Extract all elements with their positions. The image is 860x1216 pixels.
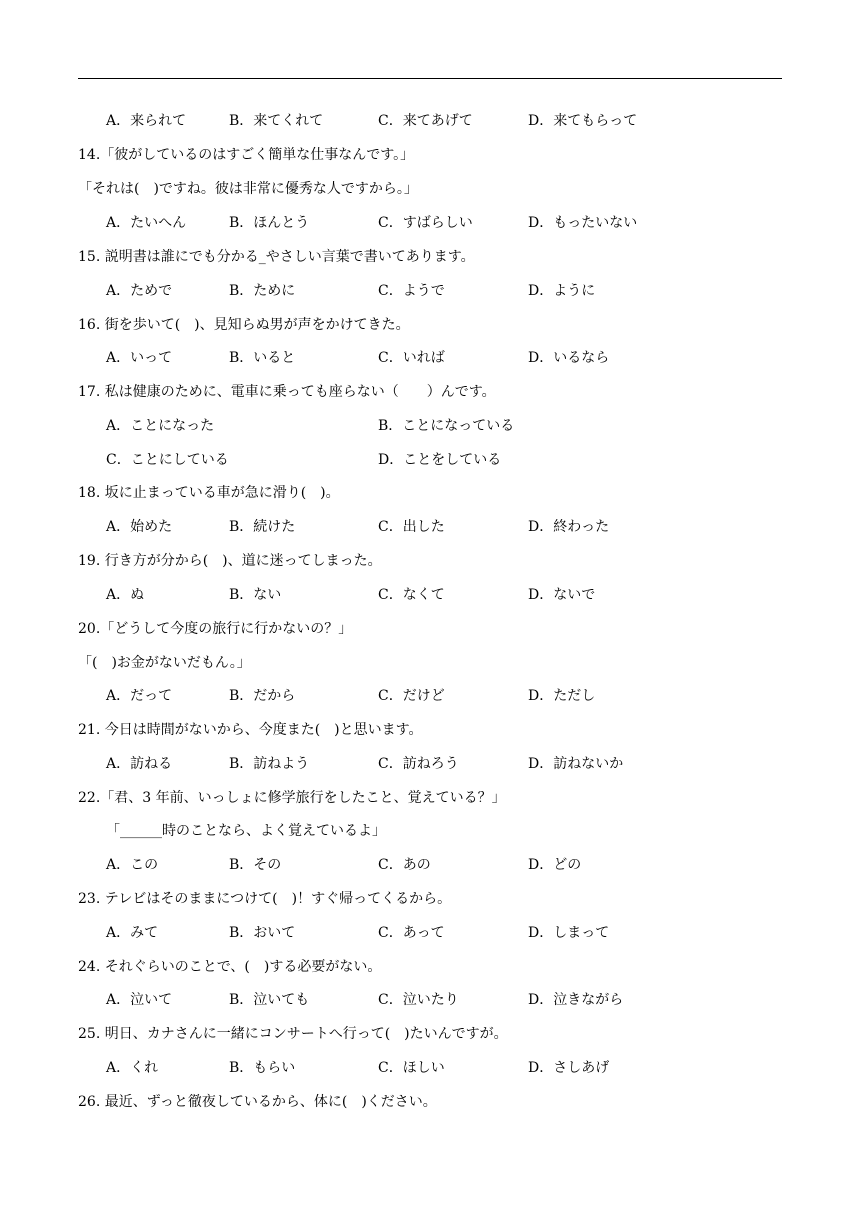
q15-option-d[interactable]: D．ように (528, 283, 596, 299)
q19-option-b[interactable]: B．ない (229, 587, 282, 603)
q17-option-c[interactable]: C．ことにしている (106, 452, 229, 468)
question-21: 21. 今日は時間がないから、今度また( )と思います。 (78, 722, 423, 738)
q23-option-b[interactable]: B．おいて (229, 925, 296, 941)
q19-option-d[interactable]: D．ないで (528, 587, 596, 603)
q21-option-a[interactable]: A．訪ねる (106, 756, 173, 772)
q21-option-c[interactable]: C．訪ねろう (378, 756, 459, 772)
q24-option-a[interactable]: A．泣いて (106, 992, 173, 1008)
q25-option-c[interactable]: C．ほしい (378, 1060, 445, 1076)
q21-option-d[interactable]: D．訪ねないか (528, 756, 624, 772)
q18-option-c[interactable]: C．出した (378, 519, 445, 535)
q15-option-a[interactable]: A．ためで (106, 283, 173, 299)
q17-option-d[interactable]: D．ことをしている (378, 452, 502, 468)
q13-option-b[interactable]: B．来てくれて (229, 113, 324, 129)
q18-option-d[interactable]: D．終わった (528, 519, 610, 535)
question-20: 20.「どうして今度の旅行に行かないの？」 (78, 621, 353, 637)
q23-option-d[interactable]: D．しまって (528, 925, 610, 941)
q13-option-d[interactable]: D．来てもらって (528, 113, 638, 129)
question-23: 23. テレビはそのままにつけて( )！すぐ帰ってくるから。 (78, 891, 452, 907)
q16-option-d[interactable]: D．いるなら (528, 350, 610, 366)
q14-option-a[interactable]: A．たいへん (106, 215, 187, 231)
q17-option-a[interactable]: A．ことになった (106, 418, 215, 434)
question-16: 16. 街を歩いて( )、見知らぬ男が声をかけてきた。 (78, 317, 410, 333)
q13-option-a[interactable]: A．来られて (106, 113, 187, 129)
q20-option-d[interactable]: D．ただし (528, 688, 596, 704)
q25-option-b[interactable]: B．もらい (229, 1060, 296, 1076)
q16-option-c[interactable]: C．いれば (378, 350, 445, 366)
q22-option-c[interactable]: C．あの (378, 857, 431, 873)
header-rule (78, 78, 782, 79)
question-19: 19. 行き方が分から( )、道に迷ってしまった。 (78, 553, 382, 569)
q20-option-a[interactable]: A．だって (106, 688, 173, 704)
q20-option-b[interactable]: B．だから (229, 688, 296, 704)
question-17: 17. 私は健康のために、電車に乗っても座らない（ ）んです。 (78, 384, 496, 400)
q17-option-b[interactable]: B．ことになっている (378, 418, 515, 434)
q13-option-c[interactable]: C．来てあげて (378, 113, 473, 129)
q24-option-b[interactable]: B．泣いても (229, 992, 310, 1008)
q14-option-c[interactable]: C．すばらしい (378, 215, 473, 231)
question-26: 26. 最近、ずっと徹夜しているから、体に( )ください。 (78, 1094, 437, 1110)
q22-option-a[interactable]: A．この (106, 857, 159, 873)
question-14-reply: 「それは( )ですね。彼は非常に優秀な人ですから。」 (78, 181, 418, 197)
question-15: 15. 説明書は誰にでも分かる_やさしい言葉で書いてあります。 (78, 249, 475, 265)
question-22: 22.「君、3 年前、いっしょに修学旅行をしたこと、覚えている？」 (78, 790, 506, 806)
q16-option-b[interactable]: B．いると (229, 350, 296, 366)
q14-option-d[interactable]: D．もったいない (528, 215, 638, 231)
q15-option-c[interactable]: C．ようで (378, 283, 445, 299)
question-22-reply: 「______時のことなら、よく覚えているよ」 (106, 823, 386, 839)
q21-option-b[interactable]: B．訪ねよう (229, 756, 310, 772)
q24-option-d[interactable]: D．泣きながら (528, 992, 624, 1008)
q19-option-a[interactable]: A．ぬ (106, 587, 145, 603)
question-18: 18. 坂に止まっている車が急に滑り( )。 (78, 485, 340, 501)
q18-option-b[interactable]: B．続けた (229, 519, 296, 535)
q15-option-b[interactable]: B．ために (229, 283, 296, 299)
q22-option-b[interactable]: B．その (229, 857, 282, 873)
q23-option-c[interactable]: C．あって (378, 925, 445, 941)
q20-option-c[interactable]: C．だけど (378, 688, 445, 704)
question-25: 25. 明日、カナさんに一緒にコンサートへ行って( )たいんですが。 (78, 1026, 508, 1042)
q24-option-c[interactable]: C．泣いたり (378, 992, 459, 1008)
q19-option-c[interactable]: C．なくて (378, 587, 445, 603)
q25-option-a[interactable]: A．くれ (106, 1060, 159, 1076)
q23-option-a[interactable]: A．みて (106, 925, 159, 941)
question-24: 24. それぐらいのことで、( )する必要がない。 (78, 959, 382, 975)
q16-option-a[interactable]: A．いって (106, 350, 173, 366)
q22-option-d[interactable]: D．どの (528, 857, 582, 873)
q25-option-d[interactable]: D．さしあげ (528, 1060, 610, 1076)
q18-option-a[interactable]: A．始めた (106, 519, 173, 535)
q14-option-b[interactable]: B．ほんとう (229, 215, 310, 231)
question-20-reply: 「( )お金がないだもん。」 (78, 655, 251, 671)
question-14: 14.「彼がしているのはすごく簡単な仕事なんです。」 (78, 147, 415, 163)
